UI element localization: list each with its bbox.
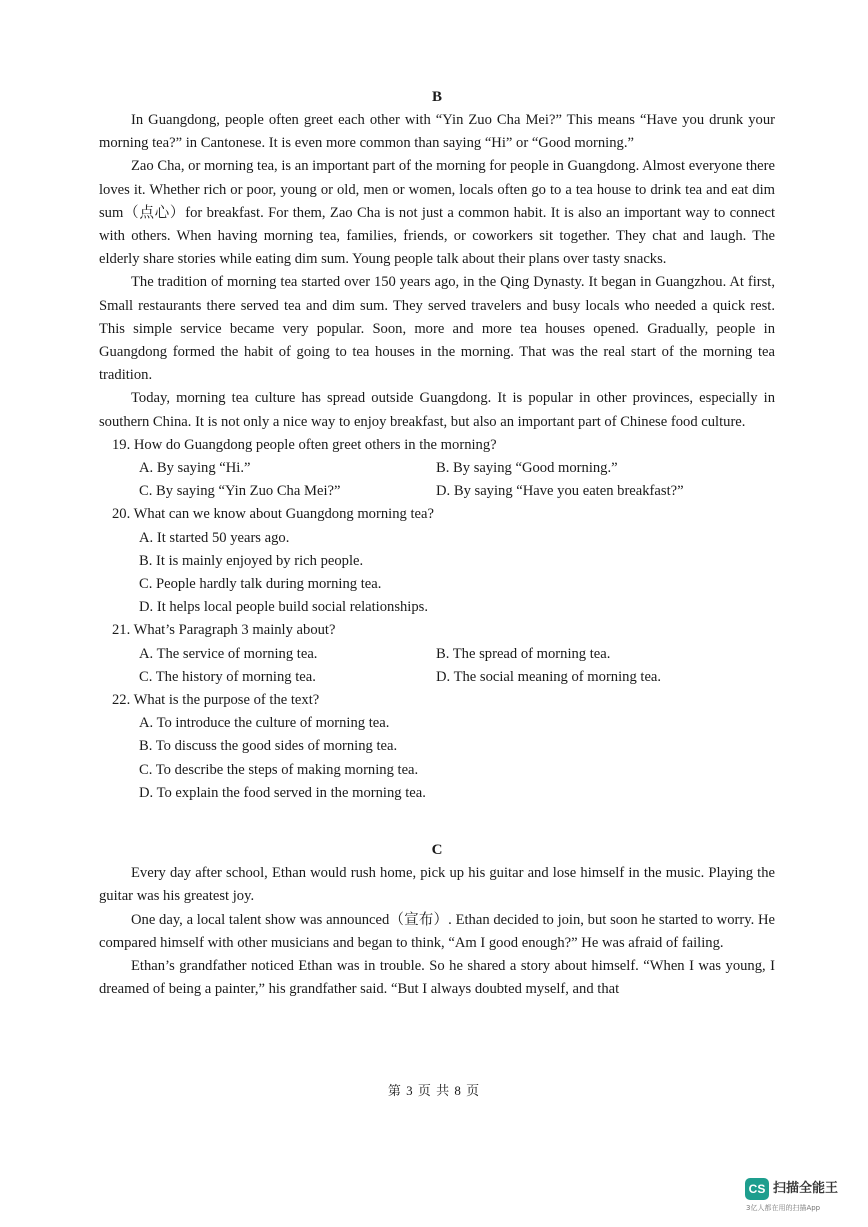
section-b-title: B [431,89,442,105]
watermark-name: 扫描全能王 [773,1181,839,1196]
section-b-paragraph-4: Today, morning tea culture has spread outside Guangdong. It is popular in other provinces, especially in southern China. It is not only a nice way to enjoy breakfast, but also an important part of Chinese food culture. [99,390,775,430]
question-20-option-c: C. People hardly talk during morning tea. [139,576,382,593]
question-21 [99,619,775,689]
section-c-paragraph-1: Every day after school, Ethan would rush home, pick up his guitar and lose himself in the music. Playing the guitar was his greatest joy. [99,865,775,905]
question-19-option-d: D. By saying “Have you eaten breakfast?” [436,483,684,500]
question-20-text: 20. What can we know about Guangdong morning tea? [112,506,434,523]
section-c-title: C [431,842,443,859]
camscanner-watermark [745,1176,855,1216]
page-number: 第 3 页 共 8 页 [387,1083,481,1098]
section-spacer [99,805,775,839]
question-19-option-c: C. By saying “Yin Zuo Cha Mei?” [139,483,341,500]
section-b-paragraph-3: The tradition of morning tea started over 150 years ago, in the Qing Dynasty. It began in Guangzhou. At first, Small restaurants there served tea and dim sum. They served travelers and busy locals who needed a quick rest. This simple service became very popular. Soon, more and more tea houses opened. Gradually, people in Guangdong formed the habit of going to tea houses in the morning. That was the real start of the morning tea tradition. [99,274,775,384]
question-21-option-d: D. The social meaning of morning tea. [436,668,662,685]
question-21-option-c: C. The history of morning tea. [139,668,316,685]
question-20-option-d: D. It helps local people build social relationships. [139,599,428,616]
question-21-option-b: B. The spread of morning tea. [436,645,611,662]
question-22-option-d: D. To explain the food served in the morning tea. [139,784,426,801]
question-22 [99,689,775,805]
question-20-option-b: B. It is mainly enjoyed by rich people. [139,552,364,569]
watermark-subtitle: 3亿人都在用的扫描App [746,1204,821,1212]
section-b-paragraph-2: Zao Cha, or morning tea, is an important part of the morning for people in Guangdong. Almost everyone there loves it. Whether rich or poor, young or old, men or women, locals often go to a tea house to drink tea and eat dim sum（点心）for breakfast. For them, Zao Cha is not just a common habit. It is also an important way to connect with others. When having morning tea, families, friends, or coworkers sit together. They chat and laugh. The elderly share stories while eating dim sum. Young people talk about their plans over tasty snacks. [99,158,775,268]
question-20-option-a: A. It started 50 years ago. [139,529,290,546]
question-21-option-a: A. The service of morning tea. [139,645,318,662]
section-c-paragraph-3: Ethan’s grandfather noticed Ethan was in trouble. So he shared a story about himself. “When I was young, I dreamed of being a painter,” his grandfather said. “But I always doubted myself, and that [99,957,775,998]
document-page [99,86,775,1001]
question-22-option-c: C. To describe the steps of making morning tea. [139,761,419,778]
question-22-option-a: A. To introduce the culture of morning tea. [139,715,390,732]
camscanner-logo-icon: CS [745,1178,769,1200]
question-22-text: 22. What is the purpose of the text? [112,692,320,709]
question-19-option-a: A. By saying “Hi.” [139,460,251,477]
question-19-option-b: B. By saying “Good morning.” [436,460,618,477]
question-20 [99,503,775,619]
question-22-option-b: B. To discuss the good sides of morning tea. [139,738,398,755]
question-19 [99,434,775,504]
question-21-text: 21. What’s Paragraph 3 mainly about? [112,622,336,639]
section-b-paragraph-1: In Guangdong, people often greet each other with “Yin Zuo Cha Mei?” This means “Have you drunk your morning tea?” in Cantonese. It is even more common than saying “Hi” or “Good morning.” [99,112,775,152]
question-19-text: 19. How do Guangdong people often greet others in the morning? [112,436,497,453]
section-c-paragraph-2: One day, a local talent show was announced（宣布）. Ethan decided to join, but soon he started to worry. He compared himself with other musicians and began to think, “Am I good enough?” He was afraid of failing. [99,911,775,951]
